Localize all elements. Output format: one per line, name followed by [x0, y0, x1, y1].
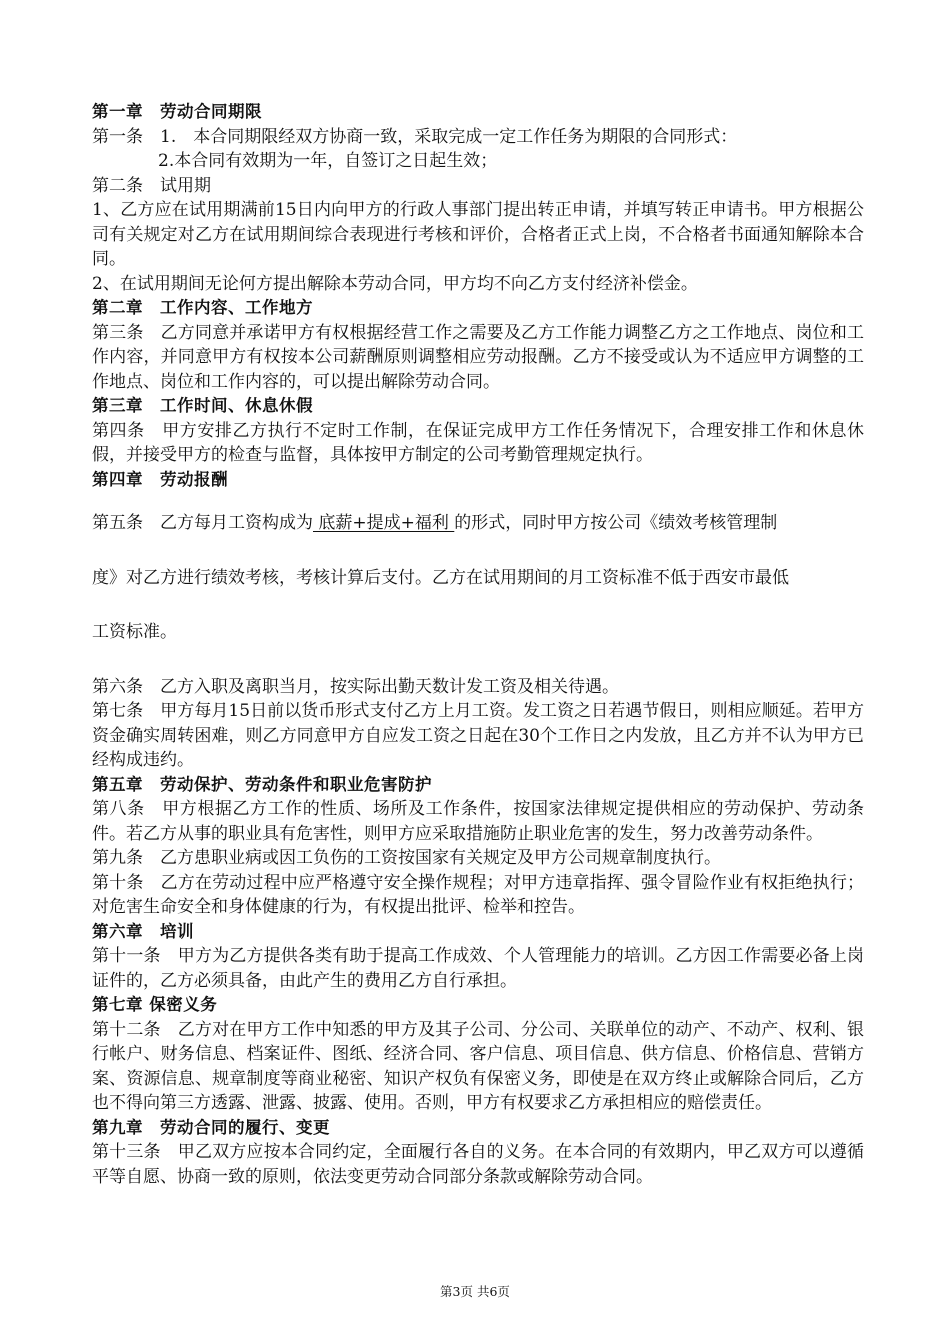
- clause-paragraph: 第十一条 甲方为乙方提供各类有助于提高工作成效、个人管理能力的培训。乙方因工作需要必备上岗证件的，乙方必须具备，由此产生的费用乙方自行承担。: [92, 946, 864, 991]
- clause-paragraph: 第二条 试用期: [92, 175, 211, 196]
- article-5: [92, 511, 864, 645]
- article-5-line-1: [92, 511, 864, 536]
- chapter-heading: 第九章 劳动合同的履行、变更: [92, 1117, 330, 1137]
- clause-paragraph: 2.本合同有效期为一年，自签订之日起生效；: [158, 151, 498, 171]
- chapter-heading: 第三章 工作时间、休息休假: [92, 396, 313, 415]
- chapter-heading: 第五章 劳动保护、劳动条件和职业危害防护: [92, 774, 432, 794]
- spacer: [92, 536, 864, 566]
- document-body: [92, 100, 864, 1189]
- page-footer: 第3页 共6页: [440, 1284, 510, 1299]
- clause-paragraph: 第七条 甲方每月15日前以货币形式支付乙方上月工资。发工资之日若遇节假日，则相应顺延。若甲方资金确实周转困难，则乙方同意甲方自应发工资之日起在30个工作日之内发放，且乙方并不认为甲方已经构成违约。: [92, 701, 864, 770]
- article-5-pre: 第五条 乙方每月工资构成为: [92, 513, 313, 533]
- chapter-heading: 第四章 劳动报酬: [92, 469, 228, 489]
- article-5-line-2: 度》对乙方进行绩效考核，考核计算后支付。乙方在试用期间的月工资标准不低于西安市最低: [92, 567, 789, 588]
- clause-paragraph: 第六条 乙方入职及离职当月，按实际出勤天数计发工资及相关待遇。: [92, 676, 619, 697]
- clause-paragraph: 第四条 甲方安排乙方执行不定时工作制，在保证完成甲方工作任务情况下，合理安排工作和休息休假，并接受甲方的检查与监督，具体按甲方制定的公司考勤管理规定执行。: [92, 420, 864, 465]
- chapter-heading: 第一章 劳动合同期限: [92, 102, 262, 121]
- clause-paragraph: 第一条 1. 本合同期限经双方协商一致，采取完成一定工作任务为期限的合同形式：: [92, 126, 738, 147]
- article-5-salary-structure: 底薪+提成+福利: [313, 513, 455, 533]
- clause-paragraph: 2、在试用期间无论何方提出解除本劳动合同，甲方均不向乙方支付经济补偿金。: [92, 273, 698, 294]
- spacer: [92, 645, 864, 675]
- clause-paragraph: 1、乙方应在试用期满前15日内向甲方的行政人事部门提出转正申请，并填写转正申请书。甲方根据公司有关规定对乙方在试用期间综合表现进行考核和评价，合格者正式上岗，不合格者书面通知解除本合同。: [92, 200, 864, 269]
- chapter-heading: 第二章 工作内容、工作地方: [92, 298, 313, 317]
- article-5-line-1-post: 的形式，同时甲方按公司《绩效考核管理制: [454, 513, 778, 533]
- clause-paragraph: 第十条 乙方在劳动过程中应严格遵守安全操作规程；对甲方违章指挥、强令冒险作业有权拒绝执行；对危害生命安全和身体健康的行为，有权提出批评、检举和控告。: [92, 872, 864, 917]
- clause-paragraph: 第十二条 乙方对在甲方工作中知悉的甲方及其子公司、分公司、关联单位的动产、不动产、权利、银行帐户、财务信息、档案证件、图纸、经济合同、客户信息、项目信息、供方信息、价格信息、营销方案、资源信息、规章制度等商业秘密、知识产权负有保密义务，即使是在双方终止或解除合同后，乙方也不得向第三方透露、泄露、披露、使用。否则，甲方有权要求乙方承担相应的赔偿责任。: [92, 1019, 864, 1113]
- document-part-2: [92, 675, 864, 1190]
- clause-paragraph: 第八条 甲方根据乙方工作的性质、场所及工作条件，按国家法律规定提供相应的劳动保护、劳动条件。若乙方从事的职业具有危害性，则甲方应采取措施防止职业危害的发生，努力改善劳动条件。: [92, 799, 864, 844]
- clause-paragraph: 第九条 乙方患职业病或因工负伤的工资按国家有关规定及甲方公司规章制度执行。: [92, 848, 721, 868]
- clause-paragraph: 第三条 乙方同意并承诺甲方有权根据经营工作之需要及乙方工作能力调整乙方之工作地点、岗位和工作内容，并同意甲方有权按本公司薪酬原则调整相应劳动报酬。乙方不接受或认为不适应甲方调整的工作地点、岗位和工作内容的，可以提出解除劳动合同。: [92, 322, 864, 392]
- document-part-1: [92, 100, 864, 492]
- article-5-line-3: 工资标准。: [92, 622, 177, 642]
- spacer: [92, 590, 864, 620]
- clause-paragraph: 第十三条 甲乙双方应按本合同约定，全面履行各自的义务。在本合同的有效期内，甲乙双方可以遵循平等自愿、协商一致的原则，依法变更劳动合同部分条款或解除劳动合同。: [92, 1142, 864, 1187]
- spacer: [92, 492, 864, 511]
- chapter-heading: 第七章 保密义务: [92, 995, 218, 1014]
- chapter-heading: 第六章 培训: [92, 921, 194, 941]
